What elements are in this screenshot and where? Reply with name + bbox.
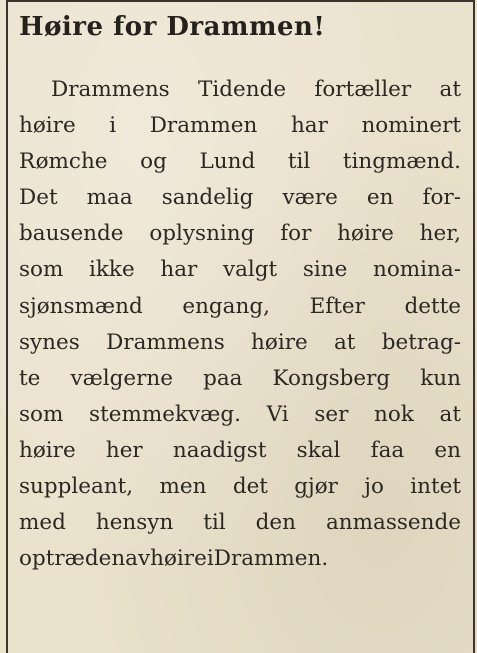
- word: som: [19, 401, 64, 427]
- word: ikke: [89, 257, 135, 283]
- text-line: [19, 144, 461, 180]
- word: høire: [251, 329, 308, 355]
- word: stemmekvæg.: [89, 401, 241, 427]
- word: fortæller: [314, 77, 412, 102]
- word: Drammen: [149, 113, 258, 139]
- word: ser: [314, 401, 349, 427]
- word: for: [280, 221, 312, 247]
- text-line: [19, 108, 461, 144]
- word: Drammens: [106, 329, 225, 355]
- text-line: [19, 469, 461, 505]
- word: Lund: [199, 149, 256, 175]
- text-line: [19, 180, 461, 216]
- word: valgt: [222, 257, 278, 283]
- word: nomina-: [373, 257, 461, 283]
- word: Drammens: [51, 77, 170, 102]
- word: her: [105, 437, 143, 463]
- word: nok: [374, 401, 414, 427]
- word: sine: [302, 257, 348, 283]
- word: høire: [337, 221, 394, 247]
- word: Efter: [309, 293, 365, 319]
- word: suppleant,: [19, 474, 134, 500]
- word: te: [19, 365, 41, 391]
- word: jo: [364, 474, 384, 500]
- word: av: [125, 546, 151, 572]
- word: Kongsberg: [272, 365, 391, 391]
- word: Det: [19, 185, 58, 211]
- word: tingmænd.: [342, 149, 461, 175]
- word: en: [434, 437, 461, 463]
- column-rule-right: [473, 0, 475, 653]
- word: her,: [419, 221, 461, 247]
- text-line: [19, 252, 461, 288]
- word: høire: [150, 546, 207, 572]
- word: optræden: [19, 546, 126, 572]
- word: men: [159, 474, 207, 500]
- column-rule-top: [6, 0, 475, 2]
- text-line: [19, 325, 461, 361]
- word: den: [255, 510, 296, 536]
- word: og: [140, 149, 167, 175]
- text-line: [19, 505, 461, 541]
- text-line: [19, 72, 461, 108]
- column-rule-left: [6, 0, 8, 653]
- word: oplysning: [149, 221, 255, 247]
- word: en: [366, 185, 394, 211]
- word: at: [439, 401, 461, 427]
- word: høire: [19, 113, 76, 139]
- word: har: [290, 113, 328, 139]
- word: paa: [203, 365, 243, 391]
- article-headline: Høire for Drammen!: [19, 12, 326, 42]
- word: dette: [404, 293, 461, 319]
- text-line: [19, 541, 461, 577]
- article-body: [19, 72, 461, 577]
- word: betrag-: [381, 329, 461, 355]
- word: synes: [19, 329, 80, 355]
- word: maa: [86, 185, 133, 211]
- word: det: [232, 474, 268, 500]
- word: at: [439, 77, 461, 102]
- word: være: [282, 185, 338, 211]
- word: sandelig: [161, 185, 254, 211]
- word: som: [19, 257, 64, 283]
- word: sjønsmænd: [19, 293, 143, 319]
- word: anmassende: [325, 510, 461, 536]
- word: hensyn: [95, 510, 174, 536]
- word: vælgerne: [70, 365, 174, 391]
- word: i: [206, 546, 214, 572]
- word: gjør: [294, 474, 338, 500]
- word: for-: [422, 185, 461, 211]
- text-line: [19, 289, 461, 325]
- word: engang,: [182, 293, 270, 319]
- word: til: [203, 510, 226, 536]
- article: [19, 6, 461, 577]
- word: Vi: [266, 401, 289, 427]
- word: naadigst: [172, 437, 267, 463]
- word: at: [333, 329, 356, 355]
- word: nominert: [361, 113, 461, 139]
- word: Tidende: [198, 77, 287, 102]
- word: har: [160, 257, 198, 283]
- word: bausende: [19, 221, 124, 247]
- word: høire: [19, 437, 76, 463]
- word: i: [109, 113, 117, 139]
- word: faa: [370, 437, 405, 463]
- word: Rømche: [19, 149, 108, 175]
- text-line: [19, 433, 461, 469]
- word: intet: [410, 474, 461, 500]
- word: Drammen.: [213, 546, 329, 572]
- word: til: [287, 149, 311, 175]
- word: skal: [296, 437, 341, 463]
- text-line: [19, 216, 461, 252]
- word: kun: [420, 365, 461, 391]
- text-line: [19, 397, 461, 433]
- text-line: [19, 361, 461, 397]
- word: med: [19, 510, 66, 536]
